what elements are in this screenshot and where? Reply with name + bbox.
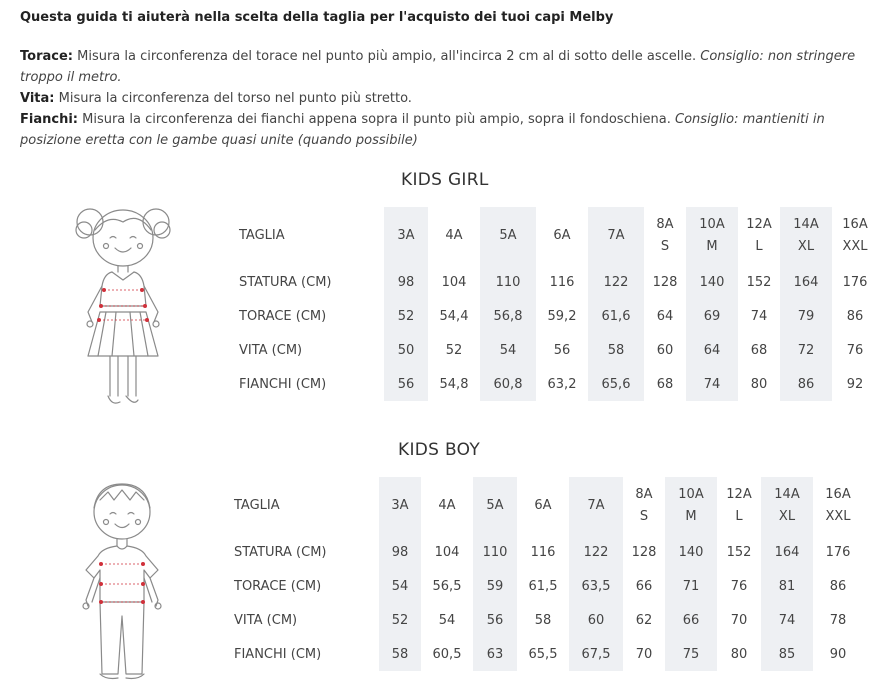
vita-text: Misura la circonferenza del torso nel punto più stretto.	[54, 91, 412, 106]
fianchi-instruction	[20, 109, 882, 151]
table-cell: 54,8	[439, 376, 469, 392]
size-age: 3A	[391, 498, 409, 513]
size-header-cell	[473, 477, 517, 535]
boy-section-title: KIDS BOY	[398, 440, 481, 460]
size-age: 14A	[793, 217, 819, 232]
size-header-cell	[517, 477, 569, 535]
size-header-cell	[738, 207, 780, 265]
size-letter: S	[639, 509, 649, 524]
table-row	[234, 637, 863, 671]
table-cell: 86	[780, 367, 832, 401]
table-cell: 110	[473, 535, 517, 569]
table-cell: 50	[384, 333, 428, 367]
size-header-cell	[480, 207, 536, 265]
size-letter: L	[735, 509, 743, 524]
size-age: 5A	[499, 228, 517, 243]
table-cell: 74	[761, 603, 813, 637]
table-cell: 68	[656, 376, 674, 392]
size-age: 8A	[635, 487, 653, 502]
fianchi-tip: Consiglio: mantieniti in posizione eretta con le gambe quasi unite (quando possibile)	[20, 112, 825, 148]
size-age: 16A	[842, 217, 868, 232]
table-cell: 63,2	[547, 376, 577, 392]
size-age: 6A	[534, 498, 552, 513]
table-cell: 90	[829, 646, 847, 662]
size-header-cell	[379, 477, 421, 535]
table-cell: 69	[686, 299, 738, 333]
size-header-cell	[428, 207, 480, 265]
table-cell: 66	[635, 578, 653, 594]
table-cell: 63	[473, 637, 517, 671]
table-cell: 176	[842, 274, 868, 290]
row-label: TORACE (CM)	[234, 578, 322, 594]
row-label: VITA (CM)	[234, 612, 298, 628]
table-cell: 60,8	[480, 367, 536, 401]
table-cell: 52	[384, 299, 428, 333]
table-cell: 60	[656, 342, 674, 358]
table-cell: 54	[379, 569, 421, 603]
table-cell: 85	[761, 637, 813, 671]
table-cell: 70	[730, 612, 748, 628]
size-header-cell	[686, 207, 738, 265]
torace-text: Misura la circonferenza del torace nel punto più ampio, all'incirca 2 cm al di sotto delle ascelle.	[72, 49, 701, 64]
size-header-cell	[536, 207, 588, 265]
table-row	[239, 367, 878, 401]
table-cell: 116	[549, 274, 575, 290]
table-cell: 81	[761, 569, 813, 603]
table-cell: 56,5	[432, 578, 462, 594]
table-cell: 52	[379, 603, 421, 637]
size-header-cell	[780, 207, 832, 265]
size-header-label: TAGLIA	[234, 498, 280, 513]
size-letter: L	[755, 239, 763, 254]
size-age: 7A	[587, 498, 605, 513]
size-header-row	[239, 207, 878, 265]
size-age: 10A	[699, 217, 725, 232]
table-row	[234, 603, 863, 637]
torace-tip: Consiglio: non stringere troppo il metro.	[20, 49, 856, 85]
table-cell: 61,5	[528, 578, 558, 594]
table-cell: 52	[445, 342, 463, 358]
vita-label: Vita:	[20, 91, 55, 106]
size-age: 8A	[656, 217, 674, 232]
table-cell: 65,6	[588, 367, 644, 401]
size-age: 5A	[486, 498, 504, 513]
table-cell: 80	[730, 646, 748, 662]
table-cell: 72	[780, 333, 832, 367]
size-header-cell	[761, 477, 813, 535]
size-age: 3A	[397, 228, 415, 243]
table-cell: 59,2	[547, 308, 577, 324]
size-age: 14A	[774, 487, 800, 502]
table-cell: 164	[780, 265, 832, 299]
table-cell: 98	[379, 535, 421, 569]
size-age: 12A	[746, 217, 772, 232]
table-cell: 54	[438, 612, 456, 628]
table-cell: 76	[730, 578, 748, 594]
size-header-cell	[421, 477, 473, 535]
table-cell: 104	[441, 274, 467, 290]
table-cell: 70	[635, 646, 653, 662]
table-row	[234, 569, 863, 603]
torace-label: Torace:	[20, 49, 73, 64]
table-cell: 116	[530, 544, 556, 560]
table-cell: 128	[652, 274, 678, 290]
table-cell: 140	[665, 535, 717, 569]
size-header-cell	[384, 207, 428, 265]
girl-size-table	[239, 207, 878, 401]
table-cell: 80	[750, 376, 768, 392]
table-cell: 75	[665, 637, 717, 671]
table-cell: 140	[686, 265, 738, 299]
table-cell: 176	[825, 544, 851, 560]
table-cell: 74	[750, 308, 768, 324]
measurement-instructions	[20, 46, 882, 151]
boy-size-table	[234, 477, 863, 671]
size-letter: M	[685, 509, 697, 524]
row-label: FIANCHI (CM)	[239, 376, 327, 392]
size-letter: XL	[778, 509, 796, 524]
table-cell: 98	[384, 265, 428, 299]
size-header-cell	[588, 207, 644, 265]
size-letter: XXL	[825, 509, 851, 524]
table-cell: 65,5	[528, 646, 558, 662]
size-letter: M	[706, 239, 718, 254]
torace-instruction	[20, 46, 882, 88]
table-cell: 128	[631, 544, 657, 560]
table-cell: 92	[846, 376, 864, 392]
size-age: 6A	[553, 228, 571, 243]
table-cell: 58	[588, 333, 644, 367]
size-age: 4A	[445, 228, 463, 243]
size-header-row	[234, 477, 863, 535]
boy-figure-icon	[72, 478, 172, 683]
table-cell: 76	[846, 342, 864, 358]
size-age: 12A	[726, 487, 752, 502]
girl-figure-icon	[68, 200, 178, 412]
table-cell: 152	[746, 274, 772, 290]
table-cell: 122	[588, 265, 644, 299]
table-cell: 110	[480, 265, 536, 299]
size-age: 16A	[825, 487, 851, 502]
table-cell: 56	[553, 342, 571, 358]
table-cell: 58	[379, 637, 421, 671]
table-cell: 67,5	[569, 637, 623, 671]
size-age: 10A	[678, 487, 704, 502]
table-cell: 78	[829, 612, 847, 628]
vita-instruction	[20, 88, 882, 109]
table-row	[234, 535, 863, 569]
row-label: VITA (CM)	[239, 342, 303, 358]
table-row	[239, 333, 878, 367]
size-header-cell	[665, 477, 717, 535]
table-row	[239, 265, 878, 299]
table-cell: 58	[534, 612, 552, 628]
table-cell: 79	[780, 299, 832, 333]
row-label: TORACE (CM)	[239, 308, 327, 324]
size-header-label: TAGLIA	[239, 228, 285, 243]
size-header-cell	[569, 477, 623, 535]
size-letter: XXL	[842, 239, 868, 254]
table-cell: 56	[473, 603, 517, 637]
table-cell: 74	[686, 367, 738, 401]
size-header-cell	[813, 477, 863, 535]
table-cell: 60,5	[432, 646, 462, 662]
table-cell: 54,4	[439, 308, 469, 324]
size-letter: S	[660, 239, 670, 254]
table-cell: 71	[665, 569, 717, 603]
girl-section-title: KIDS GIRL	[401, 170, 489, 190]
row-label: STATURA (CM)	[239, 274, 332, 290]
table-cell: 63,5	[569, 569, 623, 603]
table-cell: 56	[384, 367, 428, 401]
size-letter: XL	[797, 239, 815, 254]
table-cell: 59	[473, 569, 517, 603]
table-cell: 104	[434, 544, 460, 560]
table-cell: 60	[569, 603, 623, 637]
table-row	[239, 299, 878, 333]
fianchi-label: Fianchi:	[20, 112, 78, 127]
size-age: 7A	[607, 228, 625, 243]
size-age: 4A	[438, 498, 456, 513]
table-cell: 152	[726, 544, 752, 560]
table-cell: 68	[750, 342, 768, 358]
size-header-cell	[623, 477, 665, 535]
table-cell: 54	[480, 333, 536, 367]
table-cell: 64	[686, 333, 738, 367]
page-heading: Questa guida ti aiuterà nella scelta della taglia per l'acquisto dei tuoi capi Melby	[20, 10, 614, 25]
size-header-cell	[644, 207, 686, 265]
table-cell: 86	[846, 308, 864, 324]
table-cell: 64	[656, 308, 674, 324]
table-cell: 56,8	[480, 299, 536, 333]
row-label: FIANCHI (CM)	[234, 646, 322, 662]
size-header-cell	[832, 207, 878, 265]
fianchi-text: Misura la circonferenza dei fianchi appena sopra il punto più ampio, sopra il fondoschiena.	[77, 112, 676, 127]
table-cell: 164	[761, 535, 813, 569]
row-label: STATURA (CM)	[234, 544, 327, 560]
size-header-cell	[717, 477, 761, 535]
table-cell: 86	[829, 578, 847, 594]
table-cell: 122	[569, 535, 623, 569]
table-cell: 61,6	[588, 299, 644, 333]
table-cell: 66	[665, 603, 717, 637]
table-cell: 62	[635, 612, 653, 628]
